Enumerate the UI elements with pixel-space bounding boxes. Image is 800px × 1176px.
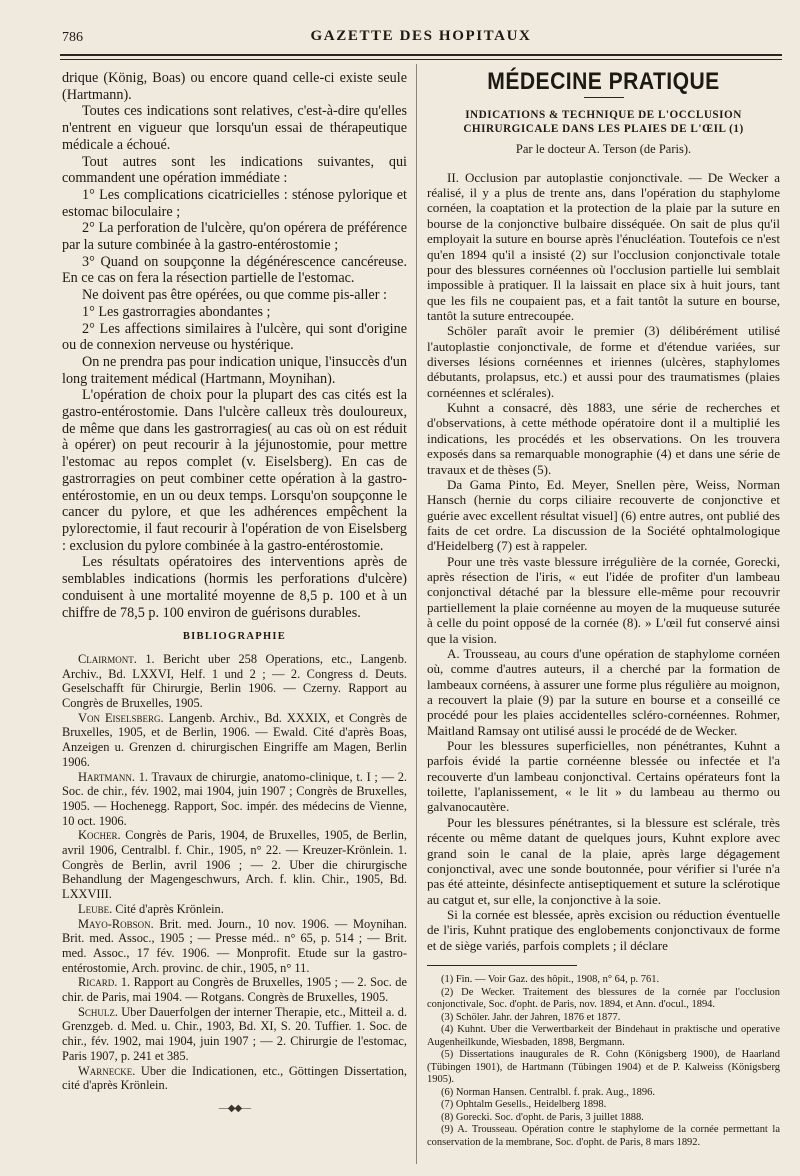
bibliography-entry xyxy=(62,770,407,829)
paragraph: 2° La perforation de l'ulcère, qu'on opérera de préférence par la suture combinée à la gastro-entérostomie ; xyxy=(62,220,407,254)
bib-text: Uber Dauerfolgen der interner Therapie, etc., Mitteil a. d. Grenzgeb. d. Med. u. Chir., 1903, Bd. XI, S. 20. Tuffier. 1. Soc. de chir., fév. 1902, mai 1904, juin 1907 ; — 2. Chirurgie de l'estomac, Paris 1907, p. 241 et 385. xyxy=(62,1004,407,1063)
paragraph: Pour les blessures pénétrantes, si la blessure est sclérale, très récente ou même datant de quelques jours, Kuhnt explore avec grand soin le canal de la plaie, après large dégagement conjonctival, avec une sonde boutonnée, pour vérifier si l'urée n'a pas été atteinte, désinfecte antiseptiquement et suture la sclérotique au catgut et, sur elle, la conjonctive à la soie. xyxy=(427,814,780,907)
paragraph: Da Gama Pinto, Ed. Meyer, Snellen père, Weiss, Norman Hansch (hernie du corps ciliaire recouverte de conjonctive et guérie avec excellent résultat visuel] (6) entre autres, ont publié des faits de cet ordre. La discussion de la Société ophtalmologique d'Heidelberg (7) est à rappeler. xyxy=(427,476,780,554)
bib-author: Clairmont. xyxy=(78,651,137,666)
footnote: (7) Ophtalm Gesells., Heidelberg 1898. xyxy=(441,1099,607,1111)
footnote: (5) Dissertations inaugurales de R. Cohn (Königsberg 1900), de Haarland (Tübingen 1901), de Hartmann (Tübingen 1904) et de P. Kalweiss (Königsberg 1905). xyxy=(427,1049,780,1086)
bib-author: Warnecke. xyxy=(78,1063,136,1078)
bibliography-entry xyxy=(62,1064,407,1093)
byline: Par le docteur A. Terson (de Paris). xyxy=(515,142,692,157)
bib-author: Ricard. xyxy=(78,975,118,990)
bibliography-entry xyxy=(62,828,407,902)
bib-text: 1. Bericht uber 258 Operations, etc., Langenb. Archiv., Bd. LXXVI, Helf. 1 und 2 ; — 2. Congress d. Deuts. Geselschafft für Chirurgie, Berlin 1906. — Czerny. Rapport au Congrès de Bruxelles, 1905. xyxy=(62,651,407,711)
bib-text: 1. Rapport au Congrès de Bruxelles, 1905 ; — 2. Soc. de chir. de Paris, mai 1904. — Rotgans. Congrès de Bruxelles, 1905. xyxy=(62,975,407,1005)
end-ornament: —◆◆— xyxy=(218,1103,251,1114)
paragraph: Les résultats opératoires des interventions après de semblables indications (hormis les perforations d'ulcère) conduisent à une mortalité moyenne de 8,5 p. 100 et à un chiffre de 78,5 p. 100 environ de guérisons durables. xyxy=(62,554,407,621)
bib-text: 1. Travaux de chirurgie, anatomo-clinique, t. I ; — 2. Soc. de chir., fév. 1902, mai 1904, juin 1907 ; Congrès de Bruxelles, 1905. — Hochenegg. Rapport, Soc. impér. des médecins de Vienne, 10 oct. 1906. xyxy=(62,769,407,828)
paragraph: L'opération de choix pour la plupart des cas cités est la gastro-entérostomie. Dans l'ulcère calleux très douloureux, de même que dans les gastrorragies( au cas où on est réduit à opérer) on peut recourir à la jéjunostomie, pour mettre l'estomac au repos complet (v. Eiselsberg). En cas de gastrorragies on peut combiner cette opération à la gastro-entérostomie, en un ou deux temps. Lorsqu'on soupçonne le cancer du pylore, et que les adhérences empêchent la pylorectomie, il faut recourir à l'opération de von Eiselsberg : exclusion du pylore combinée à la gastro-entérostomie. xyxy=(62,387,407,554)
right-column xyxy=(427,70,780,1149)
header-rule xyxy=(60,54,782,60)
paragraph: 1° Les gastrorragies abondantes ; xyxy=(82,303,271,320)
paragraph: Pour les blessures superficielles, non pénétrantes, Kuhnt a parfois évidé la partie cornéenne blessée ou infectée et l'a recouverte d'un lambeau conjonctival. Certains opérateurs font la toilette, l'aplanissement, « le lit » du lambeau au thermo ou galvanocautère. xyxy=(427,738,780,815)
page-header xyxy=(62,28,780,50)
bib-text: Brit. med. Journ., 10 nov. 1906. — Moynihan. Brit. med. Assoc., 1905 ; — Presse méd.. n° 65, p. 514 ; — Brit. med. Assoc., 17 fév. 1906. — Monprofit. Etude sur la gastro-entérostomie, Arch. provinc. de chir., 1905, n° 11. xyxy=(62,916,407,975)
paragraph: Toutes ces indications sont relatives, c'est-à-dire qu'elles n'entrent en vigueur que lorsqu'un essai de thérapeutique médicale a échoué. xyxy=(62,103,407,153)
paragraph: Pour une très vaste blessure irrégulière de la cornée, Gorecki, après résection de l'iris, « eut l'idée de profiter d'un lambeau conjonctival détaché par la blessure elle-même pour recouvrir partiellement la plaie cornéenne au moyen de la muqueuse suturée à celle du point opposé de la cornée (8). » L'œil fut conservé ainsi que la vision. xyxy=(427,553,780,646)
footnote: (4) Kuhnt. Uber die Verwertbarkeit der Bindehaut in praktische und operative Augenheilkunde, Wiesbaden, 1898, Bergmann. xyxy=(427,1024,780,1048)
title-rule xyxy=(584,97,624,98)
footnote-rule xyxy=(427,965,577,966)
bib-text: Congrès de Paris, 1904, de Bruxelles, 1905, de Berlin, avril 1906, Centralbl. f. Chir., 1905, n° 22. — Kreuzer-Krönlein. 1. Congrès de Berlin, avril 1906 ; — 2. Uber die chirurgische Behandlung der Magengeschwurs, Arch. f. klin. Chir., 1905, Bd. LXXVIII. xyxy=(62,828,407,902)
bib-author: Mayo-Robson. xyxy=(78,916,154,931)
paragraph: Tout autres sont les indications suivantes, qui commandent une opération immédiate : xyxy=(62,153,407,187)
section-title: MÉDECINE PRATIQUE xyxy=(487,68,720,95)
paragraph: 1° Les complications cicatricielles : sténose pylorique et estomac biloculaire ; xyxy=(62,186,407,220)
article-title: INDICATIONS & TECHNIQUE DE L'OCCLUSION CHIRURGICALE DANS LES PLAIES DE L'ŒIL (1) xyxy=(463,109,744,136)
footnote: (9) A. Trousseau. Opération contre le staphylome de la cornée permettant la conservation de la membrane, Soc. d'opht. de Paris, 8 mars 1892. xyxy=(427,1124,780,1148)
bibliography-entry xyxy=(62,1005,407,1064)
page-number: 786 xyxy=(62,30,83,45)
footnote: (6) Norman Hansen. Centralbl. f. prak. Aug., 1896. xyxy=(441,1086,655,1098)
bib-author: Hartmann. xyxy=(78,769,136,784)
paragraph: Kuhnt a consacré, dès 1883, une série de recherches et d'observations, à cette méthode opératoire dont il a multiplié les indications, les procédés et les observations. On les trouvera exposés dans sa remarquable monographie (4) et dans une série de travaux et de thèses (5). xyxy=(427,400,780,477)
bib-author: Kocher. xyxy=(78,828,121,843)
footnote: (8) Gorecki. Soc. d'opht. de Paris, 3 juillet 1888. xyxy=(441,1111,644,1123)
paragraph: Ne doivent pas être opérées, ou que comme pis-aller : xyxy=(82,287,387,304)
paragraph: 3° Quand on soupçonne la dégénérescence cancéreuse. En ce cas on fera la résection partielle de l'estomac. xyxy=(62,253,407,287)
bib-author: Schulz. xyxy=(78,1004,118,1019)
bib-author: Leube. xyxy=(78,901,113,916)
bib-text: Uber die Indicationen, etc., Göttingen Dissertation, cité d'après Krönlein. xyxy=(62,1063,407,1093)
bibliography-title: BIBLIOGRAPHIE xyxy=(182,631,287,643)
paragraph: II. Occlusion par autoplastie conjonctivale. — De Wecker a réalisé, il y a plus de trente ans, dans l'opération du staphylome cornéen, la coaptation et la protection de la plaie par la suture en bourse de la conjonctive bulbaire disséquée. On sait de plus qu'il employait la suture en bourse après l'énucléation. Toutefois ce n'est qu'en 1894 qu'il a insisté (2) sur l'occlusion conjonctivale totale pour des blessures cornéennes où l'occlusion partielle lui semblait impossible à pratiquer. Il la laissait en place six à huit jours, tant que les fils ne coupaient pas, et a fait tantôt la suture en bourse, tantôt la suture entrecoupée. xyxy=(427,169,780,323)
bibliography-entry xyxy=(62,902,407,917)
left-column xyxy=(62,70,407,1118)
footnote: (3) Schöler. Jahr. der Jahren, 1876 et 1877. xyxy=(441,1011,621,1023)
paragraph: On ne prendra pas pour indication unique, l'insuccès d'un long traitement médical (Hartmann, Moynihan). xyxy=(62,353,407,387)
bib-text: Cité d'après Krönlein. xyxy=(112,901,224,916)
paragraph: 2° Les affections similaires à l'ulcère, qui sont d'origine ou de connexion nerveuse ou hystérique. xyxy=(62,320,407,354)
running-title: GAZETTE DES HOPITAUX xyxy=(310,28,532,44)
bibliography-entry xyxy=(62,917,407,976)
bibliography-entry xyxy=(62,652,407,711)
paragraph: Si la cornée est blessée, après excision ou réduction éventuelle de l'iris, Kuhnt pratique des englobements conjonctivaux de forme et de siège variés, parfois complets ; il déclare xyxy=(427,906,780,953)
paragraph: drique (König, Boas) ou encore quand celle-ci existe seule (Hartmann). xyxy=(62,70,407,103)
paragraph: Schöler paraît avoir le premier (3) délibérément utilisé l'autoplastie conjonctivale, de forme et d'étendue variées, sur diverses lésions cornéennes et iriennes (ulcères, staphylomes débutants, prolapsus, etc.) et aussi pour des traumatismes (plaies cornéennes et sclérales). xyxy=(427,323,780,400)
paragraph: A. Trousseau, au cours d'une opération de staphylome cornéen où, comme d'autres auteurs, il a cherché par la formation de lambeaux cornéens, à assurer une forme plus régulière au moignon, a recouvert la plaie (9) par la suture en bourse et a conseillé ce procédé pour les plaies accidentelles scléro-cornéennes. Rohmer, Maitland Ramsay ont utilisé aussi le procédé de de Wecker. xyxy=(427,645,780,738)
footnote: (2) De Wecker. Traitement des blessures de la cornée par l'occlusion conjonctivale, Soc. d'opht. de Paris, nov. 1894, et Ann. d'ocul., 1894. xyxy=(427,986,780,1011)
bibliography-entry xyxy=(62,975,407,1004)
bib-author: Von Eiselsberg. xyxy=(78,710,164,725)
footnote: (1) Fin. — Voir Gaz. des hôpit., 1908, n° 64, p. 761. xyxy=(441,974,660,986)
bib-text: Langenb. Archiv., Bd. XXXIX, et Congrès de Bruxelles, 1905, et de Berlin, 1906. — Ewald. Cité d'après Boas, Anzeigen u. Grenzen d. chirurgischen Eingriffe am Magen, Berlin 1906. xyxy=(62,710,407,769)
column-separator xyxy=(416,64,417,1164)
bibliography-entry xyxy=(62,711,407,770)
